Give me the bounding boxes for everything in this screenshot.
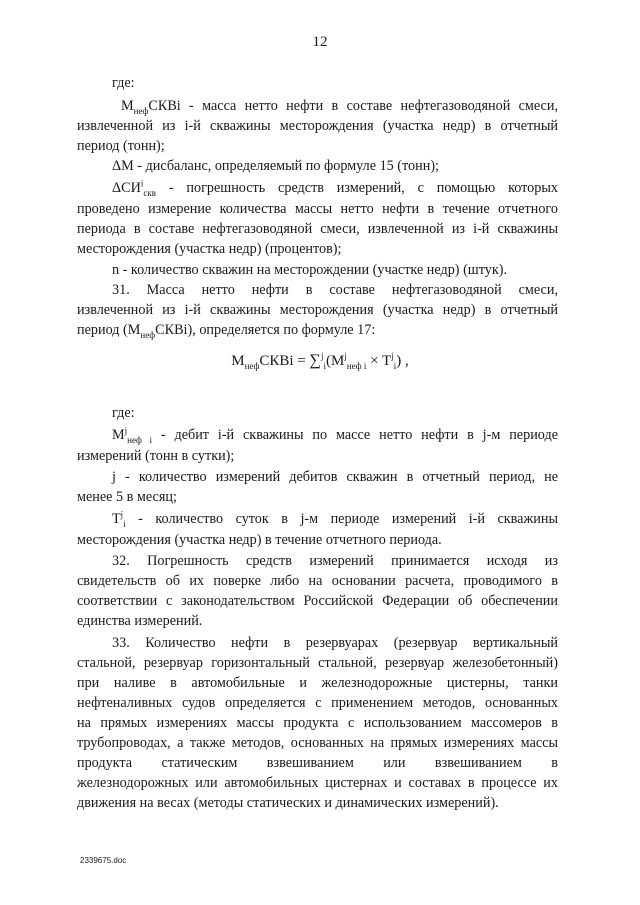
formula-17: $M_{неф}СКВi = \sum^j_i(M^j_{неф i} \times T^j_i)$ , [231, 351, 409, 371]
symbol-t-j-i: $T^j_i$ [112, 509, 126, 529]
definition-j-line2: менее 5 в месяц; [77, 489, 177, 505]
where-label-2: где: [112, 405, 135, 421]
definition-delta-m: ΔM - дисбаланс, определяемый по формуле 15 (тонн); [112, 158, 439, 174]
paragraph-33-line2: стальной, резервуар горизонтальный стальной, резервуар железобетонный) [77, 655, 558, 671]
definition-mass-line2: извлеченной из i-й скважины месторождения (участка недр) в отчетный [77, 118, 558, 134]
paragraph-33-line8: железнодорожных или автомобильных цистернах и составах в процессе их [77, 775, 558, 791]
paragraph-32-line4: единства измерений. [77, 613, 203, 629]
definition-error-line1: $\Delta СИ^i_{скв}$ - погрешность средств измерений, с помощью которых [112, 178, 558, 198]
definition-mass-line3: период (тонн); [77, 138, 165, 154]
file-name-footer: 2339675.doc [80, 856, 127, 865]
sum-symbol: ∑ [309, 352, 321, 369]
definition-error-line4: месторождения (участка недр) (процентов); [77, 241, 342, 257]
definition-error-line2: проведено измерение количества массы нетто нефти в течение отчетного [77, 201, 558, 217]
definition-mj-line2: измерений (тонн в сутки); [77, 448, 235, 464]
paragraph-33-line1: 33. Количество нефти в резервуарах (резервуар вертикальный [112, 635, 558, 651]
definition-mass-line1: $M_{неф}СКВi$ - масса нетто нефти в составе нефтегазоводяной смеси, [121, 98, 558, 116]
paragraph-33-line6: трубопроводах, а также методов, основанных на прямых измерениях массы [77, 735, 558, 751]
paragraph-33-line9: движения на весах (методы статических и динамических измерений). [77, 795, 499, 811]
paragraph-33-line7: продукта статическим взвешиванием или взвешиванием в [77, 755, 558, 771]
definition-error-line3: периода в составе нефтегазоводяной смеси, извлеченной из i-й скважины [77, 221, 558, 237]
paragraph-32-line3: соответствии с законодательством Российской Федерации об обеспечении [77, 593, 558, 609]
paragraph-33-line3: при наливе в автомобильные и железнодорожные цистерны, танки [77, 675, 558, 691]
definition-j-line1: j - количество измерений дебитов скважин в отчетный период, не [112, 469, 558, 485]
definition-n: n - количество скважин на месторождении (участке недр) (штук). [112, 262, 508, 278]
paragraph-31-line1: 31. Масса нетто нефти в составе нефтегазоводяной смеси, [112, 282, 558, 298]
symbol-m-neft-skv-inline: $M_{неф}СКВi$ [127, 322, 188, 340]
definition-mj-line1: $M^j_{неф i}$ - дебит i-й скважины по массе нетто нефти в j-м периоде [112, 425, 558, 445]
symbol-m-j-neft-i: $M^j_{неф i}$ [112, 425, 152, 445]
definition-t-line1: $T^j_i$ - количество суток в j-м периоде измерений i-й скважины [112, 509, 558, 529]
paragraph-31-line2: извлеченной из i-й скважины месторождения (участка недр) в отчетный [77, 302, 558, 318]
where-label: где: [112, 75, 135, 91]
paragraph-33-line5: на прямых измерениях массы продукта с использованием массомеров в [77, 715, 558, 731]
paragraph-32-line1: 32. Погрешность средств измерений принимается исходя из [112, 553, 558, 569]
paragraph-33-line4: нефтеналивных судов определяется с применением методов, основанных [77, 695, 558, 711]
page-number: 12 [312, 34, 328, 50]
paragraph-32-line2: свидетельств об их поверке либо на основании расчета, проводимого в [77, 573, 558, 589]
symbol-m-neft-skv: $M_{неф}СКВi$ [121, 98, 181, 116]
symbol-delta-si: $\Delta СИ^i_{скв}$ [112, 178, 156, 198]
paragraph-31-line3: период $(M_{неф}СКВi)$, определяется по формуле 17: [77, 322, 376, 340]
definition-t-line2: месторождения (участка недр) в течение отчетного периода. [77, 532, 442, 548]
